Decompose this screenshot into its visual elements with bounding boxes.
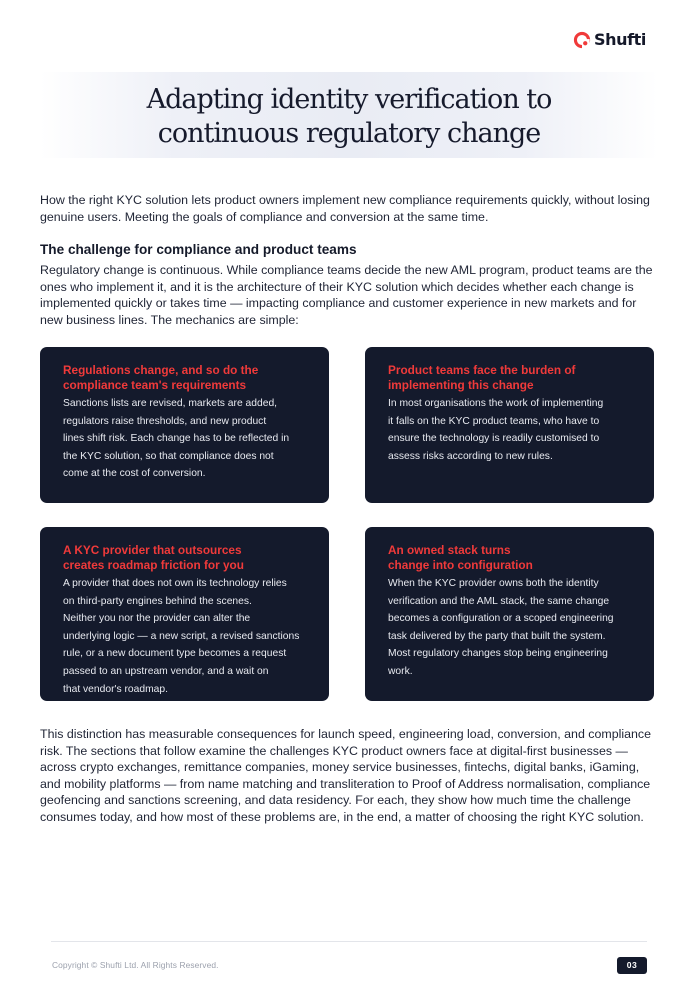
card-body-line: rule, or a new document type becomes a request (63, 648, 287, 660)
challenge-paragraph: Regulatory change is continuous. While compliance teams decide the new AML program, product teams are the ones who implement it, and it is the architecture of their KYC solution which decides whether each change is implemented quickly or takes time — impacting compliance and customer experience in new markets and for new business lines. The mechanics are simple: (40, 263, 653, 327)
card-title-line: A KYC provider that outsources (63, 543, 242, 557)
page-number-badge: 03 (617, 957, 647, 974)
card-body-line: come at the cost of conversion. (63, 468, 206, 480)
card-body-line: becomes a configuration or a scoped engineering (388, 613, 614, 625)
card-regulations-change (40, 347, 329, 503)
card-owned-stack (365, 527, 654, 701)
card-title-line: Regulations change, and so do the (63, 363, 259, 377)
card-title (388, 363, 634, 392)
card-body (63, 395, 309, 483)
card-body-line: ensure the technology is readily customised to (388, 433, 600, 445)
card-body (388, 575, 634, 681)
card-body (388, 395, 634, 465)
card-body-line: task delivered by the party that built the system. (388, 630, 606, 642)
card-body-line: A provider that does not own its technology relies (63, 578, 287, 589)
card-title-line: creates roadmap friction for you (63, 557, 244, 572)
card-body-line: In most organisations the work of implementing (388, 398, 604, 409)
card-body-line: assess risks according to new rules. (388, 450, 553, 462)
challenge-heading: The challenge for compliance and product teams (40, 242, 357, 257)
card-body-line: Neither you nor the provider can alter the (63, 613, 251, 625)
page-title-line: Adapting identity verification to (146, 84, 552, 115)
card-body-line: it falls on the KYC product teams, who have to (388, 415, 600, 427)
page-title-line: continuous regulatory change (157, 118, 541, 149)
card-body-line: lines shift risk. Each change has to be reflected in (63, 433, 290, 445)
card-outsourced-provider (40, 527, 329, 701)
card-body-line: When the KYC provider owns both the identity (388, 578, 599, 589)
brand-logo (573, 30, 646, 49)
intro-paragraph: How the right KYC solution lets product owners implement new compliance requirements quickly, without losing genuine users. Meeting the goals of compliance and conversion at the same time. (40, 193, 650, 224)
page-title (40, 83, 658, 151)
card-body-line: underlying logic — a new script, a revised sanctions (63, 630, 300, 642)
brand-name: Shufti (594, 30, 646, 49)
card-title-line: compliance team's requirements (63, 377, 247, 392)
card-product-burden (365, 347, 654, 503)
card-title-line: Product teams face the burden of (388, 363, 576, 377)
card-body-line: passed to an upstream vendor, and a wait on (63, 665, 269, 677)
card-body (63, 575, 309, 698)
card-body-line: Sanctions lists are revised, markets are added, (63, 398, 278, 409)
card-title-line: An owned stack turns (388, 543, 511, 557)
card-body-line: that vendor's roadmap. (63, 683, 168, 695)
card-title-line: change into configuration (388, 557, 533, 572)
card-body-line: work. (388, 665, 413, 677)
footer-divider (51, 941, 647, 942)
card-body-line: verification and the AML stack, the same change (388, 595, 610, 607)
shufti-logo-icon (573, 31, 591, 49)
card-body-line: the KYC solution, so that compliance does not (63, 450, 274, 462)
card-title (63, 543, 309, 572)
copyright-text: Copyright © Shufti Ltd. All Rights Reserved. (52, 960, 219, 970)
card-body-line: Most regulatory changes stop being engineering (388, 648, 608, 660)
card-body-line: on third-party engines behind the scenes. (63, 595, 252, 607)
closing-paragraph: This distinction has measurable consequences for launch speed, engineering load, conversion, and compliance risk. The sections that follow examine the challenges KYC product owners face at digital-first businesses — across crypto exchanges, remittance companies, money service businesses, fintechs, digital banks, iGaming, and mobility platforms — from name matching and transliteration to Proof of Address normalisation, compliance geofencing and sanctions screening, and data residency. For each, they show how much time the challenge consumes today, and how most of these problems are, in the end, a matter of choosing the right KYC solution. (40, 727, 651, 824)
card-body-line: regulators raise thresholds, and new product (63, 415, 267, 427)
card-title (63, 363, 309, 392)
card-title (388, 543, 634, 572)
card-title-line: implementing this change (388, 377, 534, 392)
